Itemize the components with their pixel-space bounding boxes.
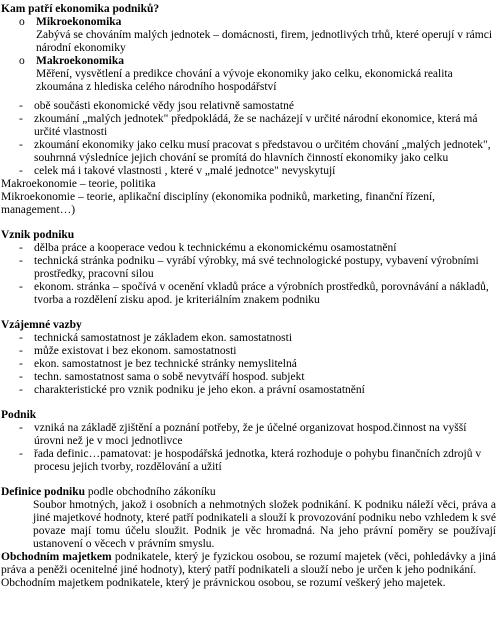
term-bold: Obchodním majetkem bbox=[1, 551, 112, 563]
list-item: - celek má i takové vlastnosti , které v „malé jednotce" nevyskytují bbox=[19, 165, 496, 178]
section-heading-economics: Kam patří ekonomika podniků? bbox=[1, 3, 160, 15]
list-item: - zkoumání „malých jednotek" předpokládá, že se nacházejí v určité národní ekonomice, která má určité vlastnosti bbox=[19, 113, 496, 139]
item-body: Zabývá se chováním malých jednotek – domácnosti, firem, jednotlivých trhů, které operují v rámci národní ekonomiky bbox=[36, 29, 493, 54]
list-item: - může existovat i bez ekonom. samostatnosti bbox=[19, 345, 496, 358]
item-title: Mikroekonomika bbox=[36, 16, 122, 28]
list-item: - charakteristické pro vznik podniku je jeho ekon. a právní osamostatnění bbox=[19, 384, 496, 397]
paragraph: Mikroekonomie – teorie, aplikační disciplíny (ekonomika podniků, marketing, finanční řízení, management…) bbox=[1, 191, 436, 216]
definition-heading-rest: podle obchodního zákoníku bbox=[85, 486, 216, 498]
item-title: Makroekonomika bbox=[36, 55, 124, 67]
item-body: Měření, vysvětlení a predikce chování a vývoje ekonomiky jako celku, ekonomická realita zkoumána z hlediska celého národního hospodářství bbox=[36, 68, 453, 93]
list-item: - ekonom. stránka – spočívá v ocenění vkladů práce a výrobních prostředků, porovnávání a nákladů, tvorba a rozdělení zisku apod. je kriteriálním znakem podniku bbox=[19, 281, 496, 307]
paragraph-business-assets bbox=[1, 551, 496, 577]
list-item: - dělba práce a kooperace vedou k technickému a ekonomickému osamostatnění bbox=[19, 242, 496, 255]
definition-body: Soubor hmotných, jakož i osobních a nehmotných složek podnikání. K podniku náleží věci, práva a jiné majetkové hodnoty, které patří podnikateli a slouží k provozování podniku nebo vzhledem k své povaze mají tomu účelu sloužit. Podnik je věc hromadná. Na jeho právní poměry se používají ustanovení o věcech v právním smyslu. bbox=[33, 499, 496, 550]
list-item: - techn. samostatnost sama o sobě nevytváří hospod. subjekt bbox=[19, 371, 496, 384]
paragraph: Makroekonomie – teorie, politika bbox=[1, 178, 156, 190]
list-item: - vzniká na základě zjištění a poznání potřeby, že je účelné organizovat hospod.činnost na vyšší úrovni než je v moci jednotlivce bbox=[19, 422, 496, 448]
list-item: - zkoumání ekonomiky jako celku musí pracovat s představou o určitém chování „malých jednotek", souhrnná výsledníce jejich chování se promítá do hlavních činností ekonomiky jako celku bbox=[19, 139, 496, 165]
list-item: - obě součásti ekonomické vědy jsou relativně samostatné bbox=[19, 100, 496, 113]
definition-heading-bold: Definice podniku bbox=[1, 486, 86, 498]
list-item: - technická stránka podniku – vyrábí výrobky, má své technologické postupy, vybavení výrobními prostředky, pracovní silou bbox=[19, 255, 496, 281]
dash-list bbox=[19, 100, 496, 178]
paragraph-legal-entity: Obchodním majetkem podnikatele, který je právnickou osobou, se rozumí veškerý jeho majetek. bbox=[1, 577, 446, 589]
list-item: - řada definic…pamatovat: je hospodářská jednotka, která rozhoduje o pohybu finančních zdrojů v procesu jejich tvorby, rozdělování a užití bbox=[19, 448, 496, 474]
term-rest: podnikatele, který je fyzickou osobou, se rozumí majetek (věci, pohledávky a jiná práva a peněži ocenitelné jiné hodnoty), který patří podnikateli a slouží nebo je určen k jeho podnikání. bbox=[1, 551, 496, 576]
bullet-o: o bbox=[19, 16, 25, 28]
section-heading-origin: Vznik podniku bbox=[1, 229, 75, 241]
list-item: - technická samostatnost je základem ekon. samostatnosti bbox=[19, 332, 496, 345]
section-heading-relations: Vzájemné vazby bbox=[1, 319, 82, 331]
bullet-o: o bbox=[19, 55, 25, 67]
sub-list bbox=[1, 16, 496, 94]
section-heading-enterprise: Podnik bbox=[1, 409, 37, 421]
list-item-micro bbox=[19, 16, 496, 55]
dash-list bbox=[19, 332, 496, 397]
list-item: - ekon. samostatnost je bez technické stránky nemyslitelná bbox=[19, 358, 496, 371]
dash-list bbox=[19, 242, 496, 307]
definition-heading bbox=[1, 486, 496, 499]
list-item-macro bbox=[19, 55, 496, 94]
dash-list bbox=[19, 422, 496, 474]
